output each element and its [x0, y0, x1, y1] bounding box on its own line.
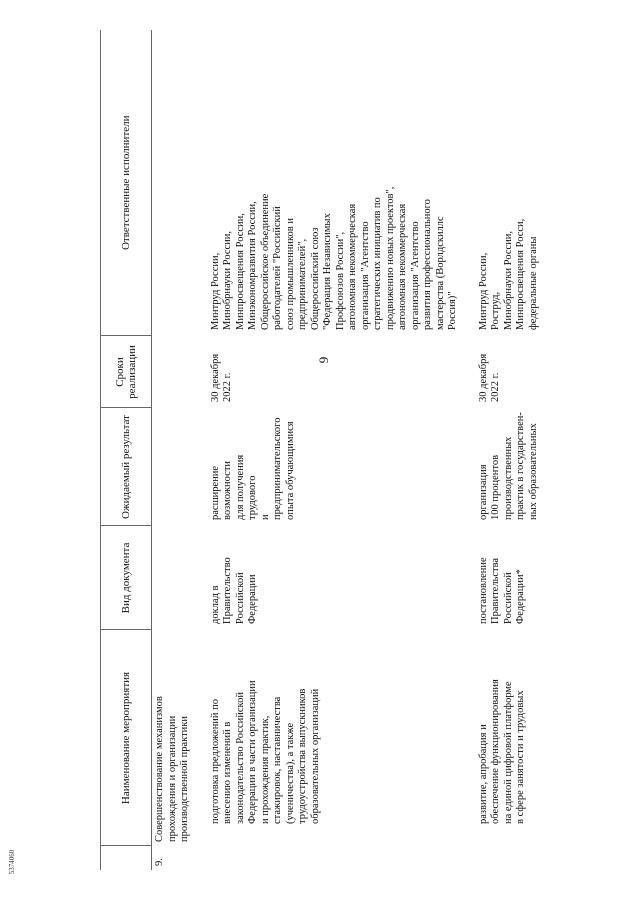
header-responsible: Ответственные исполнители: [101, 30, 152, 336]
table-row: [208, 30, 462, 870]
section-number: 9.: [154, 858, 165, 866]
document-code: 5374060: [8, 849, 16, 875]
header-document-type: Вид документа: [101, 526, 152, 630]
header-deadline: Сроки реализации: [101, 336, 152, 408]
row-responsible: Минтруд России, Минобрнауки России, Минпросвещения России, Минэкономразвития России, Общероссийское объединение работодателей "Российский союз промышленников и предпринимателей", Общероссийский союз "Федерация Независимых Профсоюзов России", автономная некоммерческая организация "Агентство стратегических инициатив по продвижению новых проектов", автономная некоммерческая организация "Агентство развития профессионального мастерства (Ворлдскиллс Россия)": [209, 186, 458, 330]
row-document-type: постановление Правительства Российской Федерации*: [477, 557, 526, 624]
measures-table: [100, 30, 542, 870]
row-responsible: Минтруд России, Роструд, Минобрнауки России, Минпросвещения Росси, федеральные органы: [477, 218, 539, 330]
header-number: [101, 846, 152, 870]
header-expected-result: Ожидаемый результат: [101, 408, 152, 526]
table-header-row: [101, 30, 152, 870]
row-document-type: доклад в Правительство Российской Федерации: [209, 557, 258, 624]
row-deadline: 30 декабря 2022 г.: [209, 353, 233, 402]
section-row: [152, 30, 194, 870]
rotated-table-container: [100, 30, 620, 870]
page-number: 9: [316, 356, 331, 364]
section-title: Совершенствование механизмов прохождения и организации производственной практики: [154, 696, 190, 842]
table-row: [476, 30, 543, 870]
row-expected-result: организация 100 процентов производственных практик в государствен- ных образовательных: [477, 412, 539, 520]
row-measure-name: подготовка предложений по внесению изменений в законодательство Российской Федерации в части организации и прохождения практик, стажировок, наставничества (ученичества), а также трудоустройства выпускников образовательных организаций: [209, 680, 321, 824]
row-deadline: 30 декабря 2022 г.: [477, 353, 501, 402]
header-measure-name: Наименование мероприятия: [101, 630, 152, 846]
row-expected-result: расширение возможности для получения трудового и предпринимательского опыта обучающимися: [209, 417, 296, 520]
row-measure-name: развитие, апробация и обеспечение функционирования на единой цифровой платформе в сфере занятости и трудовых: [477, 679, 526, 824]
